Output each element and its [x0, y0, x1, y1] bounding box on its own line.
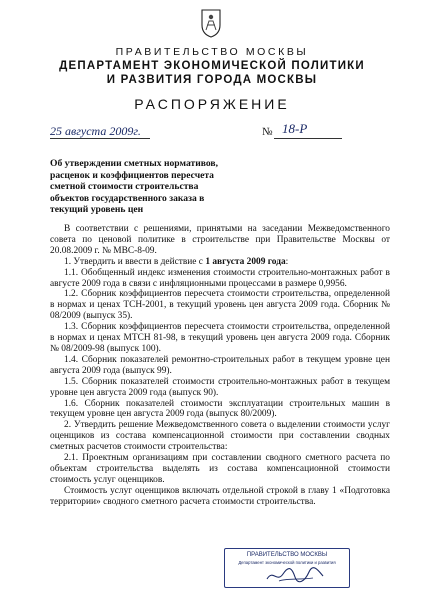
- department-name-line1: ДЕПАРТАМЕНТ ЭКОНОМИЧЕСКОЙ ПОЛИТИКИ: [59, 60, 365, 72]
- paragraph-item-1-1: 1.1. Обобщенный индекс изменения стоимости строительно-монтажных работ в августе 2009 года в связи с инфляционными процессами в размере 0,9956.: [50, 267, 390, 289]
- handwritten-signature-icon: [265, 565, 325, 585]
- document-body: [50, 224, 390, 508]
- paragraph-item-1: [50, 257, 390, 268]
- document-date: 25 августа 2009г.: [50, 124, 141, 138]
- item-1-colon: :: [285, 256, 289, 267]
- title-line: расценок и коэффициентов пересчета: [50, 169, 214, 181]
- stamp-org: ПРАВИТЕЛЬСТВО МОСКВЫ: [246, 552, 328, 558]
- department-name: [0, 59, 424, 87]
- paragraph-item-2-1: 2.1. Проектным организациям при составлении сводного сметного расчета по объектам строительства выделять из состава компенсационной стоимости стоимость услуг оценщиков.: [50, 453, 390, 485]
- date-underline: [50, 138, 150, 139]
- approval-stamp: [224, 548, 350, 588]
- paragraph-item-1-6: 1.6. Сборник показателей стоимости эксплуатации строительных машин в текущем уровне цен августа 2009 года (выпуск 80/2009).: [50, 398, 390, 420]
- paragraph-item-2: 2. Утвердить решение Межведомственного совета о выделении стоимости услуг оценщиков из состава компенсационной стоимости при составлении сводных сметных расчетов стоимости строительства:: [50, 420, 390, 453]
- number-label: №: [262, 126, 273, 138]
- item-1-text: 1. Утвердить и ввести в действие с: [64, 256, 206, 267]
- paragraph-item-1-4: 1.4. Сборник показателей ремонтно-строительных работ в текущем уровне цен августа 2009 года (выпуск 99).: [50, 354, 390, 376]
- document-title: [50, 158, 250, 216]
- stamp-department: Департамент экономической политики и развития: [238, 560, 336, 565]
- title-line: текущий уровень цен: [50, 204, 144, 216]
- title-line: Об утверждении сметных нормативов,: [50, 158, 218, 169]
- org-name: ПРАВИТЕЛЬСТВО МОСКВЫ: [115, 46, 309, 58]
- title-line: сметной стоимости строительства: [50, 181, 199, 193]
- moscow-coat-of-arms-icon: [200, 8, 222, 38]
- effective-date: 1 августа 2009 года: [205, 256, 286, 267]
- paragraph-closing: Стоимость услуг оценщиков включать отдельной строкой в главу 1 «Подготовка территории» сводного сметного расчета стоимости строительства.: [50, 485, 390, 507]
- paragraph-item-1-3: 1.3. Сборник коэффициентов пересчета стоимости строительства, определенной в нормах и ценах МТСН 81-98, в текущий уровень цен августа 2009 года. Сборник № 08/2009-98 (выпуск 100).: [50, 322, 390, 354]
- paragraph-item-1-2: 1.2. Сборник коэффициентов пересчета стоимости строительства, определенной в нормах и ценах ТСН-2001, в текущий уровень цен августа 2009 года. Сборник № 08/2009 (выпуск 35).: [50, 289, 390, 322]
- paragraph-preamble: В соответствии с решениями, принятыми на заседании Межведомственного совета по ценовой политике в строительстве при Правительстве Москвы от 20.08.2009 г. № МВС-8-09.: [50, 224, 390, 256]
- title-line: объектов государственного заказа в: [50, 192, 205, 204]
- number-underline: [274, 138, 342, 139]
- paragraph-item-1-5: 1.5. Сборник показателей стоимости строительно-монтажных работ в текущем уровне цен августа 2009 года (выпуск 90).: [50, 376, 390, 398]
- document-number: 18-Р: [282, 121, 308, 136]
- department-name-line2: И РАЗВИТИЯ ГОРОДА МОСКВЫ: [106, 74, 318, 86]
- document-type: РАСПОРЯЖЕНИЕ: [134, 96, 290, 112]
